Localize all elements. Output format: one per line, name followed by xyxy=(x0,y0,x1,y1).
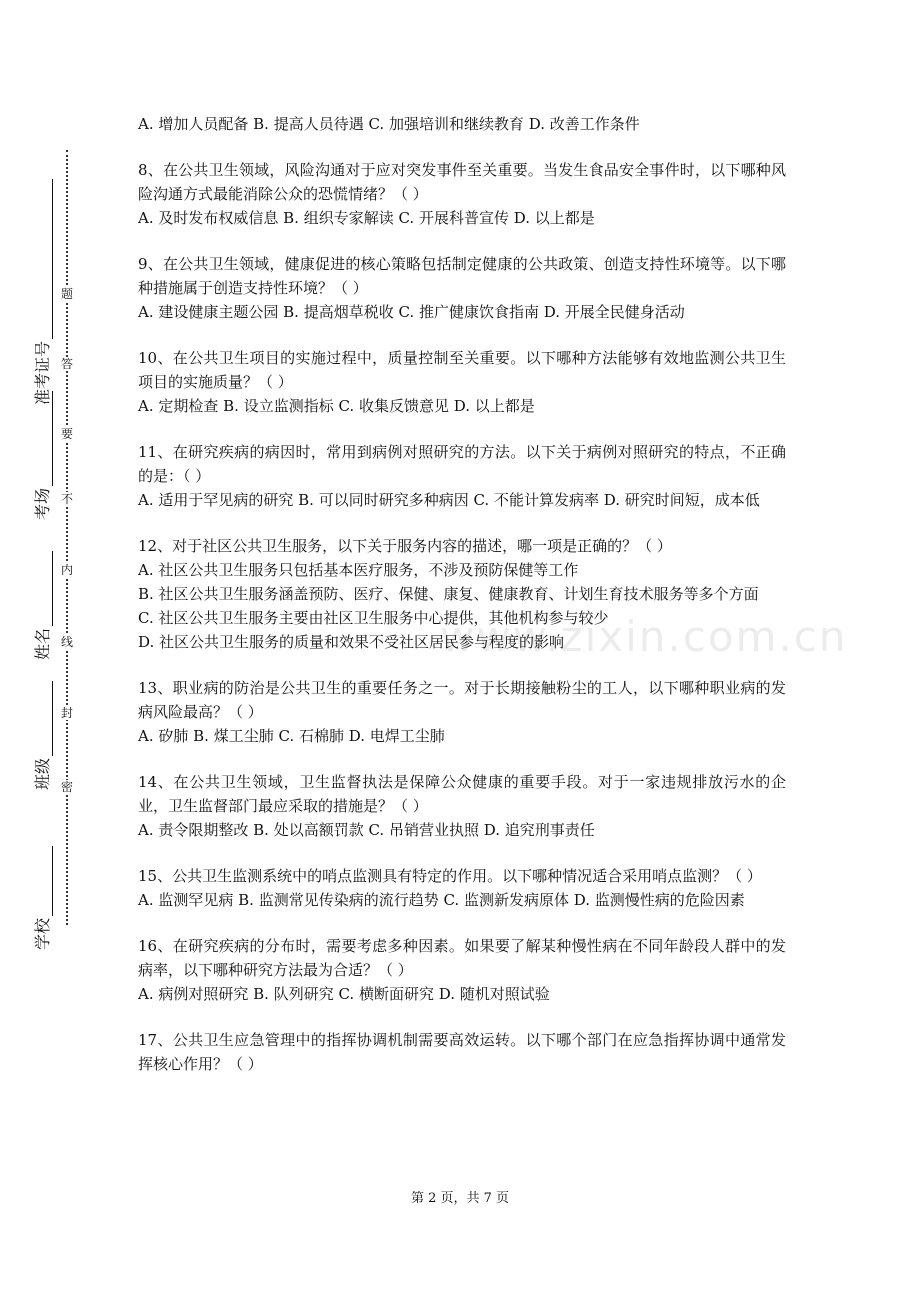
question-block xyxy=(138,534,786,654)
question-options: A. 社区公共卫生服务只包括基本医疗服务，不涉及预防保健等工作 xyxy=(138,561,579,579)
question-block xyxy=(138,864,786,912)
name-blank xyxy=(38,551,53,626)
question-text: 8、在公共卫生领域，风险沟通对于应对突发事件至关重要。当发生食品安全事件时，以下哪种风险沟通方式最能消除公众的恐慌情绪？（ ） xyxy=(138,161,786,203)
question-options: B. 社区公共卫生服务涵盖预防、医疗、保健、康复、健康教育、计划生育技术服务等多个方面 xyxy=(138,585,759,603)
seal-char: 封 xyxy=(58,706,76,720)
question-options: A. 建设健康主题公园 B. 提高烟草税收 C. 推广健康饮食指南 D. 开展全民健身活动 xyxy=(138,303,685,321)
question-text: 11、在研究疾病的病因时，常用到病例对照研究的方法。以下关于病例对照研究的特点，不正确的是：（ ） xyxy=(138,443,786,485)
question-block xyxy=(138,676,786,748)
binding-margin xyxy=(0,0,60,1302)
seal-line-chars xyxy=(58,150,76,925)
school-label: 学校 xyxy=(33,917,52,950)
question-options: C. 社区公共卫生服务主要由社区卫生服务中心提供，其他机构参与较少 xyxy=(138,609,609,627)
seal-char: 密 xyxy=(58,780,76,794)
question-block xyxy=(138,440,786,512)
question-block xyxy=(138,1028,786,1076)
question-options: A. 定期检查 B. 设立监测指标 C. 收集反馈意见 D. 以上都是 xyxy=(138,397,535,415)
question-text: 14、在公共卫生领域，卫生监督执法是保障公众健康的重要手段。对于一家违规排放污水的企业，卫生监督部门最应采取的措施是？（ ） xyxy=(138,773,786,815)
question-text: 17、公共卫生应急管理中的指挥协调机制需要高效运转。以下哪个部门在应急指挥协调中通常发挥核心作用？（ ） xyxy=(138,1031,786,1073)
class-blank xyxy=(38,681,53,756)
page-footer: 第 2 页，共 7 页 xyxy=(410,1191,510,1206)
question-options: A. 病例对照研究 B. 队列研究 C. 横断面研究 D. 随机对照试验 xyxy=(138,985,550,1003)
question-options: A. 及时发布权威信息 B. 组织专家解读 C. 开展科普宣传 D. 以上都是 xyxy=(138,209,595,227)
ticket-blank xyxy=(38,179,53,339)
question-text: 13、职业病的防治是公共卫生的重要任务之一。对于长期接触粉尘的工人，以下哪种职业病的发病风险最高？（ ） xyxy=(138,679,786,721)
question-block xyxy=(138,770,786,842)
seal-char: 答 xyxy=(58,357,76,371)
question-text: 10、在公共卫生项目的实施过程中，质量控制至关重要。以下哪种方法能够有效地监测公共卫生项目的实施质量？（ ） xyxy=(138,349,786,391)
question-text: 12、对于社区公共卫生服务，以下关于服务内容的描述，哪一项是正确的？（ ） xyxy=(138,537,672,555)
ticket-label: 准考证号 xyxy=(33,340,52,405)
seal-char: 要 xyxy=(58,427,76,441)
class-label: 班级 xyxy=(33,757,52,790)
room-field xyxy=(30,391,53,520)
question-block xyxy=(138,346,786,418)
room-label: 考场 xyxy=(33,487,52,520)
class-field xyxy=(30,681,53,790)
ticket-field xyxy=(30,179,53,405)
question-content xyxy=(138,112,786,1098)
name-label: 姓名 xyxy=(33,627,52,660)
room-blank xyxy=(38,391,53,486)
question-text: 9、在公共卫生领域，健康促进的核心策略包括制定健康的公共政策、创造支持性环境等。以下哪种措施属于创造支持性环境？（ ） xyxy=(138,255,786,297)
question-options: D. 社区公共卫生服务的质量和效果不受社区居民参与程度的影响 xyxy=(138,633,565,651)
previous-question-options: A. 增加人员配备 B. 提高人员待遇 C. 加强培训和继续教育 D. 改善工作条件 xyxy=(138,115,640,133)
question-block xyxy=(138,252,786,324)
seal-char: 线 xyxy=(58,635,76,649)
question-options: A. 适用于罕见病的研究 B. 可以同时研究多种病因 C. 不能计算发病率 D. 研究时间短，成本低 xyxy=(138,491,760,509)
question-block xyxy=(138,934,786,1006)
seal-char: 不 xyxy=(58,492,76,506)
seal-char: 内 xyxy=(58,563,76,577)
school-field xyxy=(30,846,53,950)
question-block xyxy=(138,158,786,230)
seal-char: 题 xyxy=(58,287,76,301)
question-options: A. 责令限期整改 B. 处以高额罚款 C. 吊销营业执照 D. 追究刑事责任 xyxy=(138,821,595,839)
question-text: 15、公共卫生监测系统中的哨点监测具有特定的作用。以下哪种情况适合采用哨点监测？（ ） xyxy=(138,867,762,885)
name-field xyxy=(30,551,53,660)
school-blank xyxy=(38,846,53,916)
question-text: 16、在研究疾病的分布时，需要考虑多种因素。如果要了解某种慢性病在不同年龄段人群中的发病率，以下哪种研究方法最为合适？（ ） xyxy=(138,937,786,979)
question-list xyxy=(138,158,786,1076)
question-options: A. 监测罕见病 B. 监测常见传染病的流行趋势 C. 监测新发病原体 D. 监测慢性病的危险因素 xyxy=(138,891,745,909)
watermark: www.zixin.com.cn xyxy=(440,612,848,661)
question-options: A. 矽肺 B. 煤工尘肺 C. 石棉肺 D. 电焊工尘肺 xyxy=(138,727,445,745)
